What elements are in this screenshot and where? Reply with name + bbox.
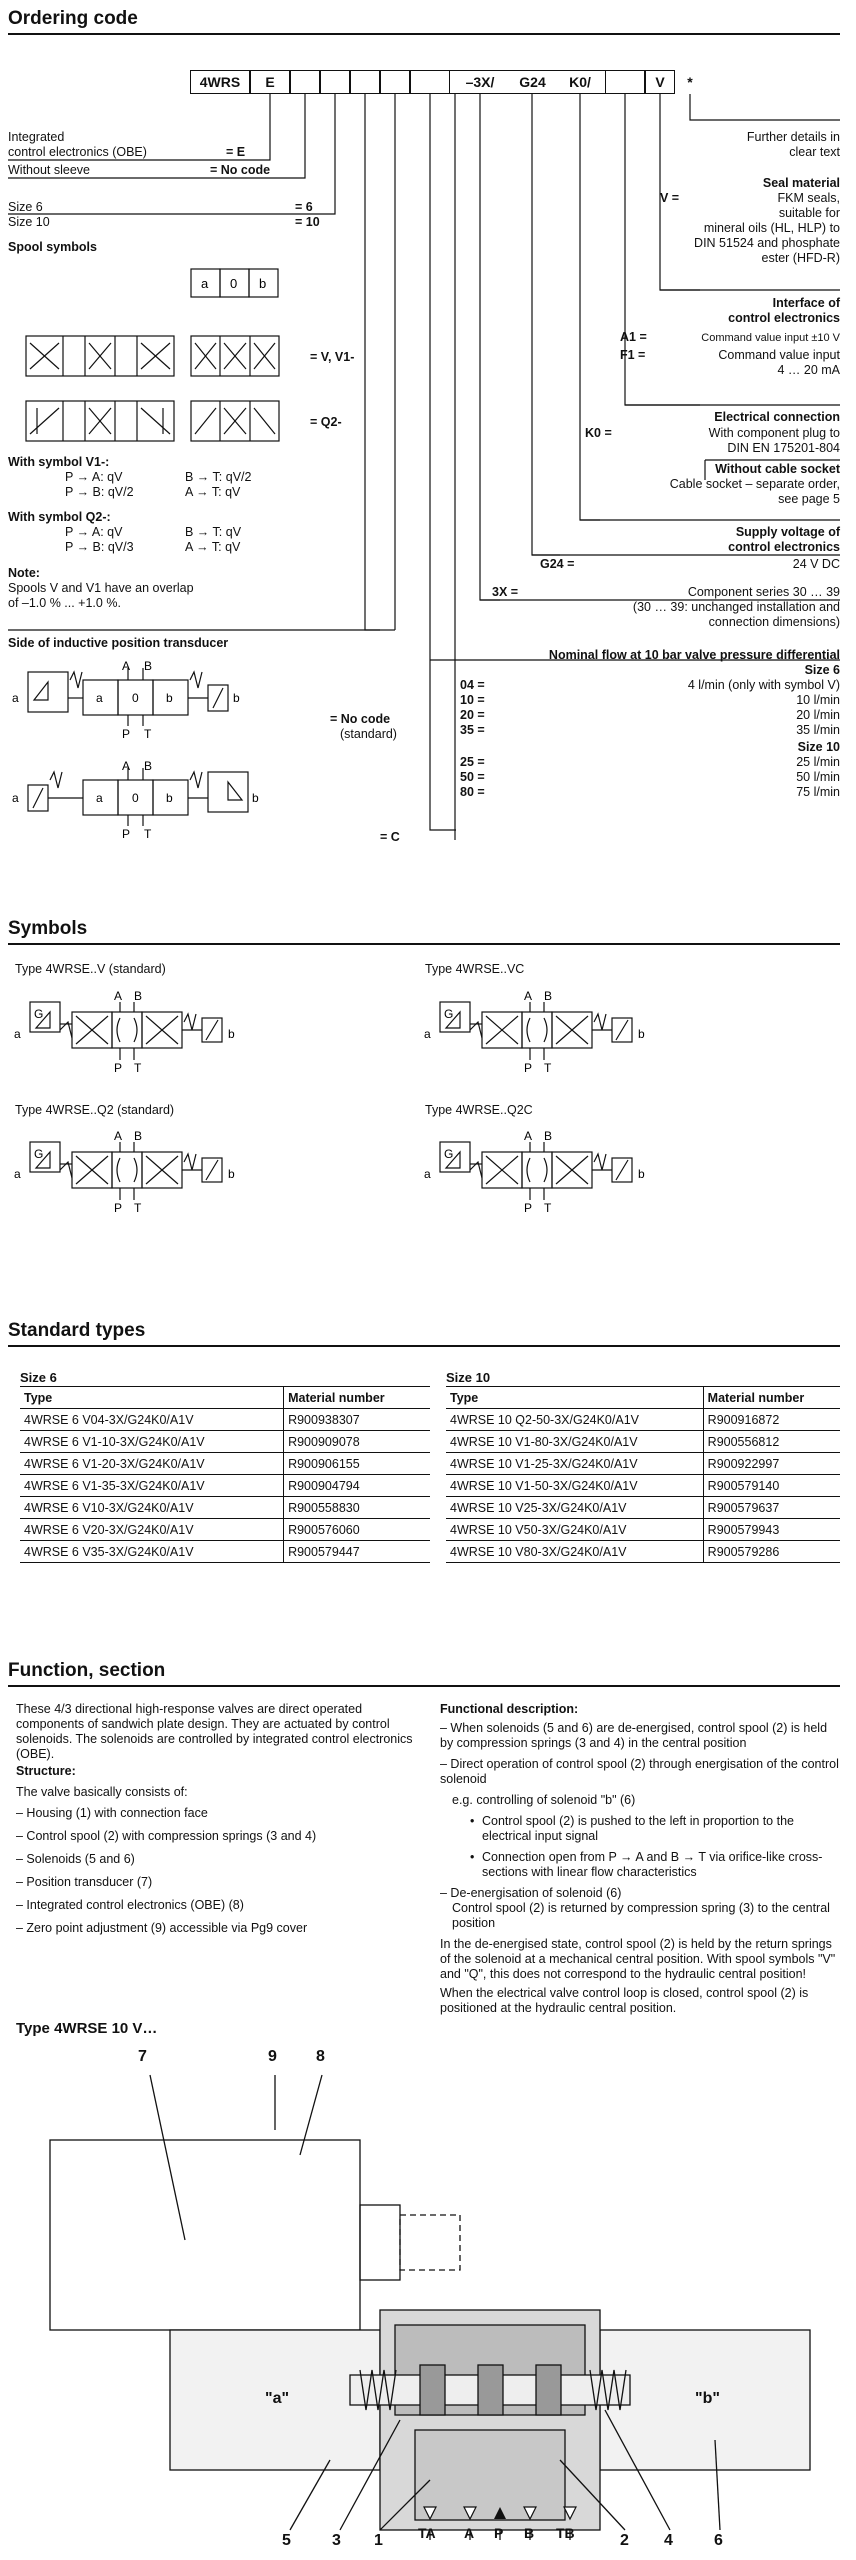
symbol-q2-label: Type 4WRSE..Q2 (standard) <box>15 1103 175 1117</box>
k0-line1: With component plug to <box>708 426 840 440</box>
spool-v-code: = V, V1- <box>310 350 355 364</box>
nocable-line2: see page 5 <box>778 492 840 506</box>
svg-text:A: A <box>524 989 533 1003</box>
v1-row1a: P → A: qV <box>65 470 123 484</box>
table-row: 4WRSE 6 V10-3X/G24K0/A1V R900558830 <box>20 1497 430 1519</box>
3x-line3: connection dimensions) <box>708 615 840 629</box>
svg-text:G: G <box>34 1007 44 1021</box>
svg-text:T: T <box>134 1201 142 1215</box>
table-row: 4WRSE 6 V20-3X/G24K0/A1V R900576060 <box>20 1519 430 1541</box>
list-item: – Zero point adjustment (9) accessible via Pg9 cover <box>16 1921 308 1935</box>
fd-item3: – De-energisation of solenoid (6) <box>440 1886 622 1900</box>
supply-title1: Supply voltage of <box>735 525 840 539</box>
svg-text:B: B <box>544 1129 553 1143</box>
ordering-code-title: Ordering code <box>8 8 840 35</box>
a1-code: A1 = <box>620 330 647 344</box>
table-row: 4WRSE 10 V1-50-3X/G24K0/A1V R900579140 <box>446 1475 840 1497</box>
svg-text:G: G <box>34 1147 44 1161</box>
table-row: 4WRSE 10 V80-3X/G24K0/A1V R900579286 <box>446 1541 840 1563</box>
q2-row2a: P → B: qV/3 <box>65 540 134 554</box>
3x-line2: (30 … 39: unchanged installation and <box>632 600 840 614</box>
svg-text:A: A <box>122 759 131 773</box>
svg-text:P: P <box>122 727 131 741</box>
seal-line5: ester (HFD-R) <box>761 251 840 265</box>
svg-text:a: a <box>96 791 103 805</box>
code-box-3x: –3X/ <box>450 70 510 94</box>
seal-line1: FKM seals, <box>777 191 840 205</box>
q2-title: With symbol Q2-: <box>8 510 111 524</box>
flow-size10-title: Size 10 <box>797 740 840 754</box>
callout-2: 2 <box>620 2532 629 2549</box>
g24-code: G24 = <box>540 557 575 571</box>
interface-title2: control electronics <box>728 311 840 325</box>
svg-text:P: P <box>114 1061 123 1075</box>
transducer-standard-symbol-icon <box>8 660 258 740</box>
solenoid-b-label: "b" <box>695 2390 720 2407</box>
callout-9: 9 <box>268 2048 277 2065</box>
section-drawing-title: Type 4WRSE 10 V… <box>16 2020 158 2037</box>
nocable-title: Without cable socket <box>715 462 840 476</box>
svg-text:a: a <box>424 1167 431 1181</box>
further-line1: Further details in <box>746 130 840 144</box>
flow-row: 20 = 20 l/min <box>460 708 840 722</box>
svg-text:P: P <box>524 1201 533 1215</box>
svg-text:G: G <box>444 1007 454 1021</box>
table-row: 4WRSE 10 Q2-50-3X/G24K0/A1V R900916872 <box>446 1409 840 1431</box>
transducer-c-symbol-icon <box>8 760 258 840</box>
spool-q2-symbol-icon <box>25 400 175 444</box>
spool-symbols-title: Spool symbols <box>8 240 97 254</box>
svg-text:a: a <box>14 1167 21 1181</box>
size10-title: Size 10 <box>446 1370 491 1385</box>
svg-text:b: b <box>166 691 173 705</box>
list-item: – Solenoids (5 and 6) <box>16 1852 135 1866</box>
svg-text:b: b <box>259 276 267 291</box>
seal-line4: DIN 51524 and phosphate <box>694 236 840 250</box>
v1-title: With symbol V1-: <box>8 455 110 469</box>
svg-text:B: B <box>544 989 553 1003</box>
flow-row: 35 = 35 l/min <box>460 723 840 737</box>
svg-text:B: B <box>144 759 153 773</box>
svg-text:b: b <box>252 791 259 805</box>
q2-row1b: B → T: qV <box>185 525 242 539</box>
k0-code: K0 = <box>585 426 612 440</box>
table-header-row <box>20 1387 430 1409</box>
obe-label-line1: Integrated <box>8 130 65 144</box>
svg-text:b: b <box>166 791 173 805</box>
size6-code: = 6 <box>295 200 313 214</box>
flow-row: 50 = 50 l/min <box>460 770 840 784</box>
table-row: 4WRSE 6 V1-10-3X/G24K0/A1V R900909078 <box>20 1431 430 1453</box>
side-standard: (standard) <box>340 727 397 741</box>
fd-item2: – Direct operation of control spool (2) through energisation of the control solenoid <box>440 1757 839 1786</box>
seal-code: V = <box>660 191 680 205</box>
spool-q2-alt-symbol-icon <box>190 400 280 444</box>
svg-text:a: a <box>14 1027 21 1041</box>
3x-code: 3X = <box>492 585 519 599</box>
svg-text:P: P <box>524 1061 533 1075</box>
spool-v1-symbol-icon <box>190 335 280 379</box>
sleeve-code: = No code <box>210 163 271 177</box>
obe-label-line2: control electronics (OBE) <box>8 145 147 159</box>
seal-title: Seal material <box>762 176 840 190</box>
svg-text:A: A <box>524 1129 533 1143</box>
fd-eg: e.g. controlling of solenoid "b" (6) <box>452 1793 636 1807</box>
symbols-title: Symbols <box>8 918 840 945</box>
valve-symbols-drawing <box>0 980 856 1230</box>
v1-row2a: P → B: qV/2 <box>65 485 134 499</box>
list-item: – Integrated control electronics (OBE) (8) <box>16 1898 244 1912</box>
svg-text:A: A <box>114 1129 123 1143</box>
spool-a0b-icon <box>190 268 280 302</box>
f1-code: F1 = <box>620 348 646 362</box>
size6-title: Size 6 <box>20 1370 57 1385</box>
svg-text:a: a <box>201 276 209 291</box>
svg-text:B: B <box>144 659 153 673</box>
further-line2: clear text <box>789 145 840 159</box>
table-row: 4WRSE 10 V1-25-3X/G24K0/A1V R900922997 <box>446 1453 840 1475</box>
list-item: – Position transducer (7) <box>16 1875 153 1889</box>
svg-text:0: 0 <box>132 691 139 705</box>
callout-5: 5 <box>282 2532 291 2549</box>
table-row: 4WRSE 6 V04-3X/G24K0/A1V R900938307 <box>20 1409 430 1431</box>
flow-row: 04 = 4 l/min (only with symbol V) <box>460 678 840 692</box>
symbol-vc-label: Type 4WRSE..VC <box>425 962 525 976</box>
flow-size6-list <box>460 678 840 738</box>
spool-q2-code: = Q2- <box>310 415 342 429</box>
spool-v-symbol-icon <box>25 335 175 379</box>
svg-text:B: B <box>134 1129 143 1143</box>
obe-code: = E <box>226 145 246 159</box>
flow-row: 25 = 25 l/min <box>460 755 840 769</box>
function-right-column <box>440 1702 840 2016</box>
svg-text:T: T <box>144 727 152 741</box>
table-row: 4WRSE 6 V1-20-3X/G24K0/A1V R900906155 <box>20 1453 430 1475</box>
valve-section-drawing <box>0 2040 856 2560</box>
structure-list <box>16 1806 416 1936</box>
code-box-v: V <box>645 70 675 94</box>
svg-text:b: b <box>233 691 240 705</box>
svg-text:a: a <box>424 1027 431 1041</box>
svg-text:P: P <box>114 1201 123 1215</box>
symbol-v-label: Type 4WRSE..V (standard) <box>15 962 166 976</box>
v1-row2b: A → T: qV <box>185 485 241 499</box>
flow-row: 80 = 75 l/min <box>460 785 840 799</box>
note-title: Note: <box>8 566 40 580</box>
svg-text:b: b <box>638 1027 645 1041</box>
note-line1: Spools V and V1 have an overlap <box>8 581 194 595</box>
sleeve-label: Without sleeve <box>8 163 90 177</box>
table-row: 4WRSE 6 V35-3X/G24K0/A1V R900579447 <box>20 1541 430 1563</box>
svg-text:P: P <box>122 827 131 841</box>
standard-types-title: Standard types <box>8 1320 840 1347</box>
structure-title: Structure: <box>16 1764 76 1778</box>
nocable-line1: Cable socket – separate order, <box>669 477 840 491</box>
fd-item1: – When solenoids (5 and 6) are de-energised, control spool (2) is held by compression springs (3 and 4) in the central position <box>440 1721 828 1750</box>
supply-title2: control electronics <box>728 540 840 554</box>
list-item: – Control spool (2) with compression springs (3 and 4) <box>16 1829 317 1843</box>
callout-1: 1 <box>374 2532 383 2549</box>
table-row: 4WRSE 10 V50-3X/G24K0/A1V R900579943 <box>446 1519 840 1541</box>
port-a: A <box>464 2525 475 2541</box>
function-intro: These 4/3 directional high-response valves are direct operated components of sandwich plate design. They are actuated by control solenoids. The solenoids are controlled by integrated control electronics (OBE). <box>16 1702 413 1761</box>
table-row: 4WRSE 10 V1-80-3X/G24K0/A1V R900556812 <box>446 1431 840 1453</box>
table-header-row <box>446 1387 840 1409</box>
callout-8: 8 <box>316 2048 325 2065</box>
svg-text:T: T <box>144 827 152 841</box>
code-box-e: E <box>250 70 290 94</box>
svg-text:a: a <box>96 691 103 705</box>
k0-line2: DIN EN 175201-804 <box>727 441 840 455</box>
svg-text:b: b <box>228 1167 235 1181</box>
port-b: B <box>524 2525 535 2541</box>
list-item: – Housing (1) with connection face <box>16 1806 208 1820</box>
seal-line3: mineral oils (HL, HLP) to <box>703 221 840 235</box>
svg-text:A: A <box>114 989 123 1003</box>
svg-text:G: G <box>444 1147 454 1161</box>
port-ta: TA <box>418 2525 436 2541</box>
fd-para1: In the de-energised state, control spool (2) is held by the return springs of the solenoid at a mechanical central position. With spool symbols "V" and "Q", this does not correspond to the hydraulic central position! <box>440 1937 836 1981</box>
fd-bullet1: • Control spool (2) is pushed to the left in proportion to the electrical input signal <box>470 1814 840 1844</box>
port-tb: TB <box>556 2525 575 2541</box>
structure-intro: The valve basically consists of: <box>16 1785 188 1799</box>
svg-text:T: T <box>544 1201 552 1215</box>
size6-table <box>20 1386 430 1563</box>
a1-text: Command value input ±10 V <box>701 332 840 344</box>
flow-size10-list <box>460 755 840 800</box>
size6-label: Size 6 <box>8 200 43 214</box>
q2-row2b: A → T: qV <box>185 540 241 554</box>
size10-code: = 10 <box>295 215 320 229</box>
code-box-k0: K0/ <box>555 70 605 94</box>
fd-title: Functional description: <box>440 1702 579 1716</box>
function-left-column <box>16 1702 416 1944</box>
svg-text:b: b <box>638 1167 645 1181</box>
svg-text:T: T <box>134 1061 142 1075</box>
svg-text:0: 0 <box>230 276 238 291</box>
svg-text:A: A <box>122 659 131 673</box>
col-type: Type <box>446 1387 703 1409</box>
flow-row: 10 = 10 l/min <box>460 693 840 707</box>
callout-3: 3 <box>332 2532 341 2549</box>
svg-text:0: 0 <box>132 791 139 805</box>
callout-4: 4 <box>664 2532 673 2549</box>
size10-label: Size 10 <box>8 215 50 229</box>
table-row: 4WRSE 10 V25-3X/G24K0/A1V R900579637 <box>446 1497 840 1519</box>
f1-text: Command value input <box>718 348 840 362</box>
col-material: Material number <box>703 1387 840 1409</box>
table-row: 4WRSE 6 V1-35-3X/G24K0/A1V R900904794 <box>20 1475 430 1497</box>
fd-bullet2: • Connection open from P → A and B → T via orifice-like cross-sections with linear flow characteristics <box>470 1850 840 1880</box>
size10-table <box>446 1386 840 1563</box>
flow-title: Nominal flow at 10 bar valve pressure differential <box>548 648 840 662</box>
function-section-title: Function, section <box>8 1660 840 1687</box>
code-box-series: 4WRS <box>190 70 250 94</box>
port-p: P <box>494 2525 504 2541</box>
v1-row1b: B → T: qV/2 <box>185 470 252 484</box>
svg-text:a: a <box>12 691 19 705</box>
code-box-star: * <box>687 74 693 90</box>
svg-text:B: B <box>134 989 143 1003</box>
flow-size6-title: Size 6 <box>804 663 840 677</box>
fd-item3b: Control spool (2) is returned by compression spring (3) to the central position <box>452 1901 830 1930</box>
svg-text:a: a <box>12 791 19 805</box>
q2-row1a: P → A: qV <box>65 525 123 539</box>
col-material: Material number <box>284 1387 430 1409</box>
f1-text2: 4 … 20 mA <box>777 363 840 377</box>
electrical-title: Electrical connection <box>714 410 840 424</box>
svg-text:b: b <box>228 1027 235 1041</box>
side-transducer-title: Side of inductive position transducer <box>8 636 229 650</box>
side-nocode: = No code <box>330 712 391 726</box>
svg-text:T: T <box>544 1061 552 1075</box>
symbol-q2c-label: Type 4WRSE..Q2C <box>425 1103 533 1117</box>
side-c: = C <box>380 830 400 844</box>
col-type: Type <box>20 1387 284 1409</box>
fd-para2: When the electrical valve control loop is closed, control spool (2) is positioned at the hydraulic central position. <box>440 1986 809 2015</box>
callout-6: 6 <box>714 2532 723 2549</box>
note-line2: of –1.0 % ... +1.0 %. <box>8 596 121 610</box>
callout-7: 7 <box>138 2048 147 2065</box>
3x-line1: Component series 30 … 39 <box>687 585 840 599</box>
seal-line2: suitable for <box>778 206 840 220</box>
code-box-g24: G24 <box>510 70 555 94</box>
interface-title1: Interface of <box>772 296 840 310</box>
g24-text: 24 V DC <box>792 557 840 571</box>
solenoid-a-label: "a" <box>265 2390 290 2407</box>
